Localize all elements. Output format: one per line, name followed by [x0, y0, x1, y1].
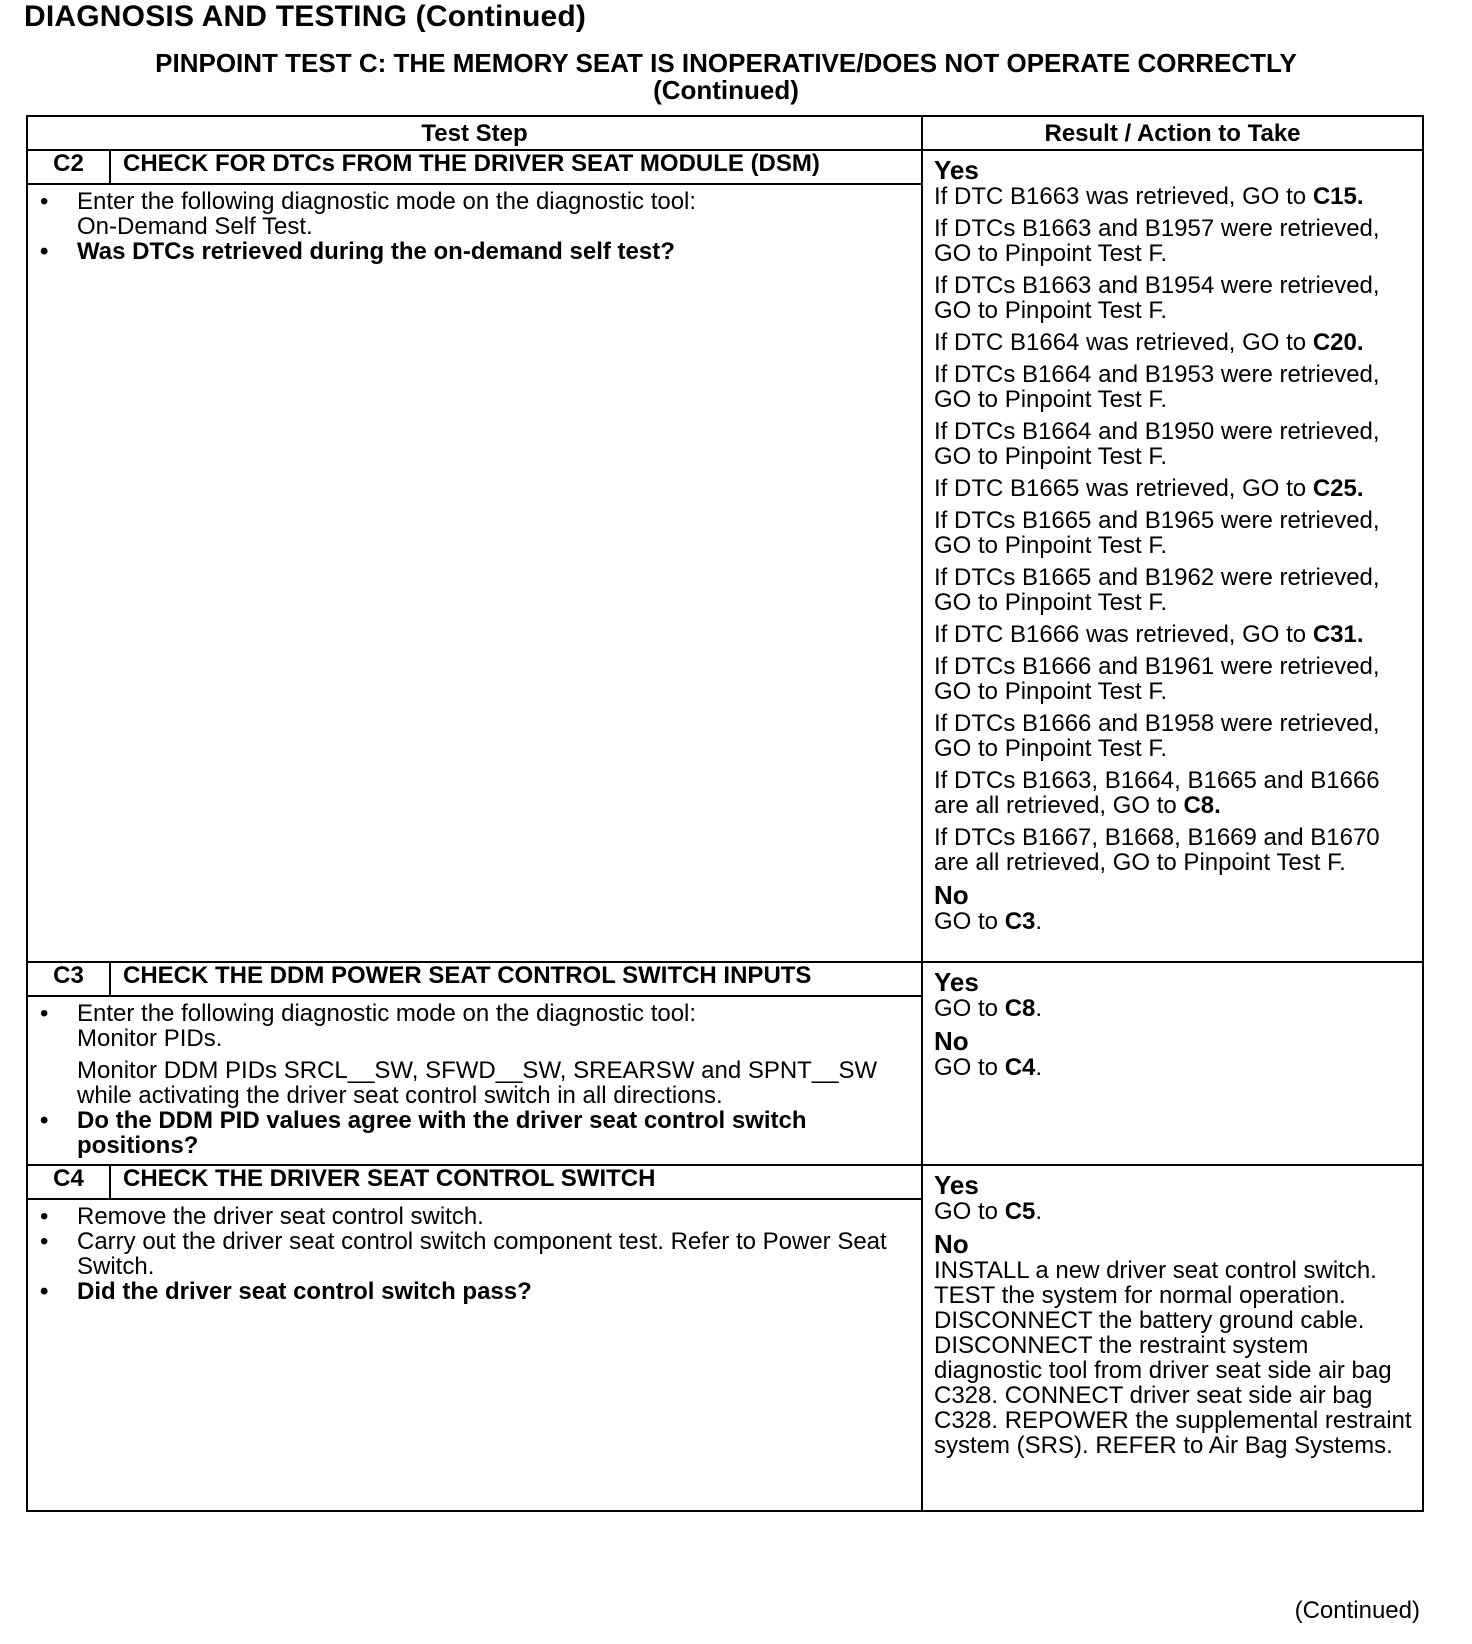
action-cell-c4 [27, 1199, 922, 1511]
action-cell-c2 [27, 184, 922, 962]
result-line: If DTCs B1663, B1664, B1665 and B1666 are all retrieved, GO to C8. [934, 767, 1380, 819]
table-header-row [27, 116, 1423, 150]
result-no-label: No [934, 1229, 969, 1259]
pinpoint-test-title [24, 50, 1428, 104]
result-line: If DTCs B1665 and B1965 were retrieved, GO to Pinpoint Test F. [934, 507, 1380, 559]
action-item: • Remove the driver seat control switch. [40, 1204, 911, 1229]
pinpoint-test-table [26, 115, 1424, 1512]
result-yes-label: Yes [934, 967, 979, 997]
result-line: GO to C3. [934, 908, 1043, 935]
result-line: If DTC B1663 was retrieved, GO to C15. [934, 183, 1364, 210]
step-title-c4: CHECK THE DRIVER SEAT CONTROL SWITCH [110, 1165, 922, 1199]
step-row-c3 [27, 962, 1423, 996]
col-header-result: Result / Action to Take [922, 116, 1423, 150]
result-cell-c2 [922, 150, 1423, 962]
result-line: If DTCs B1666 and B1961 were retrieved, GO to Pinpoint Test F. [934, 653, 1380, 705]
test-title-line1: PINPOINT TEST C: THE MEMORY SEAT IS INOPERATIVE/DOES NOT OPERATE CORRECTLY [155, 48, 1297, 78]
result-line: GO to C5. [934, 1198, 1043, 1225]
result-line: If DTCs B1664 and B1953 were retrieved, GO to Pinpoint Test F. [934, 361, 1380, 413]
action-item: • Enter the following diagnostic mode on the diagnostic tool: Monitor PIDs. [40, 1001, 911, 1051]
result-cell-c4 [922, 1165, 1423, 1511]
result-no-label: No [934, 880, 969, 910]
result-line: If DTCs B1663 and B1954 were retrieved, GO to Pinpoint Test F. [934, 272, 1380, 324]
continued-footer: (Continued) [1294, 1597, 1420, 1624]
result-line: If DTC B1666 was retrieved, GO to C31. [934, 621, 1364, 648]
step-id-c4: C4 [27, 1165, 110, 1199]
step-row-c4 [27, 1165, 1423, 1199]
action-question: • Was DTCs retrieved during the on-demand self test? [40, 239, 911, 264]
result-line: If DTCs B1666 and B1958 were retrieved, GO to Pinpoint Test F. [934, 710, 1380, 762]
action-question: • Do the DDM PID values agree with the driver seat control switch positions? [40, 1108, 911, 1158]
result-line: If DTCs B1664 and B1950 were retrieved, GO to Pinpoint Test F. [934, 418, 1380, 470]
action-item: • Carry out the driver seat control switch component test. Refer to Power Seat Switch. [40, 1229, 911, 1279]
step-id-c2: C2 [27, 150, 110, 184]
result-no-label: No [934, 1026, 969, 1056]
step-id-c3: C3 [27, 962, 110, 996]
step-title-c2: CHECK FOR DTCs FROM THE DRIVER SEAT MODULE (DSM) [110, 150, 922, 184]
result-line: INSTALL a new driver seat control switch. TEST the system for normal operation. DISCONNECT the battery ground cable. DISCONNECT the restraint system diagnostic tool from driver seat side air bag C328. CONNECT driver seat side air bag C328. REPOWER the supplemental restraint system (SRS). REFER to Air Bag Systems. [934, 1257, 1412, 1459]
action-cell-c3 [27, 996, 922, 1165]
result-line: GO to C8. [934, 995, 1043, 1022]
result-line: If DTCs B1665 and B1962 were retrieved, GO to Pinpoint Test F. [934, 564, 1380, 616]
result-line: If DTC B1665 was retrieved, GO to C25. [934, 475, 1364, 502]
result-line: If DTCs B1663 and B1957 were retrieved, GO to Pinpoint Test F. [934, 215, 1380, 267]
page-title: DIAGNOSIS AND TESTING (Continued) [24, 0, 587, 33]
action-question: • Did the driver seat control switch pass? [40, 1279, 911, 1304]
result-line: If DTCs B1667, B1668, B1669 and B1670 are all retrieved, GO to Pinpoint Test F. [934, 824, 1380, 876]
result-line: If DTC B1664 was retrieved, GO to C20. [934, 329, 1364, 356]
result-line: GO to C4. [934, 1054, 1043, 1081]
col-header-test-step: Test Step [27, 116, 922, 150]
result-yes-label: Yes [934, 1170, 979, 1200]
action-item: • Enter the following diagnostic mode on the diagnostic tool: On-Demand Self Test. [40, 189, 911, 239]
test-title-line2: (Continued) [653, 75, 799, 105]
step-title-c3: CHECK THE DDM POWER SEAT CONTROL SWITCH INPUTS [110, 962, 922, 996]
step-row-c2 [27, 150, 1423, 184]
result-cell-c3 [922, 962, 1423, 1165]
action-item: Monitor DDM PIDs SRCL__SW, SFWD__SW, SREARSW and SPNT__SW while activating the driver seat control switch in all directions. [77, 1057, 878, 1109]
result-yes-label: Yes [934, 155, 979, 185]
